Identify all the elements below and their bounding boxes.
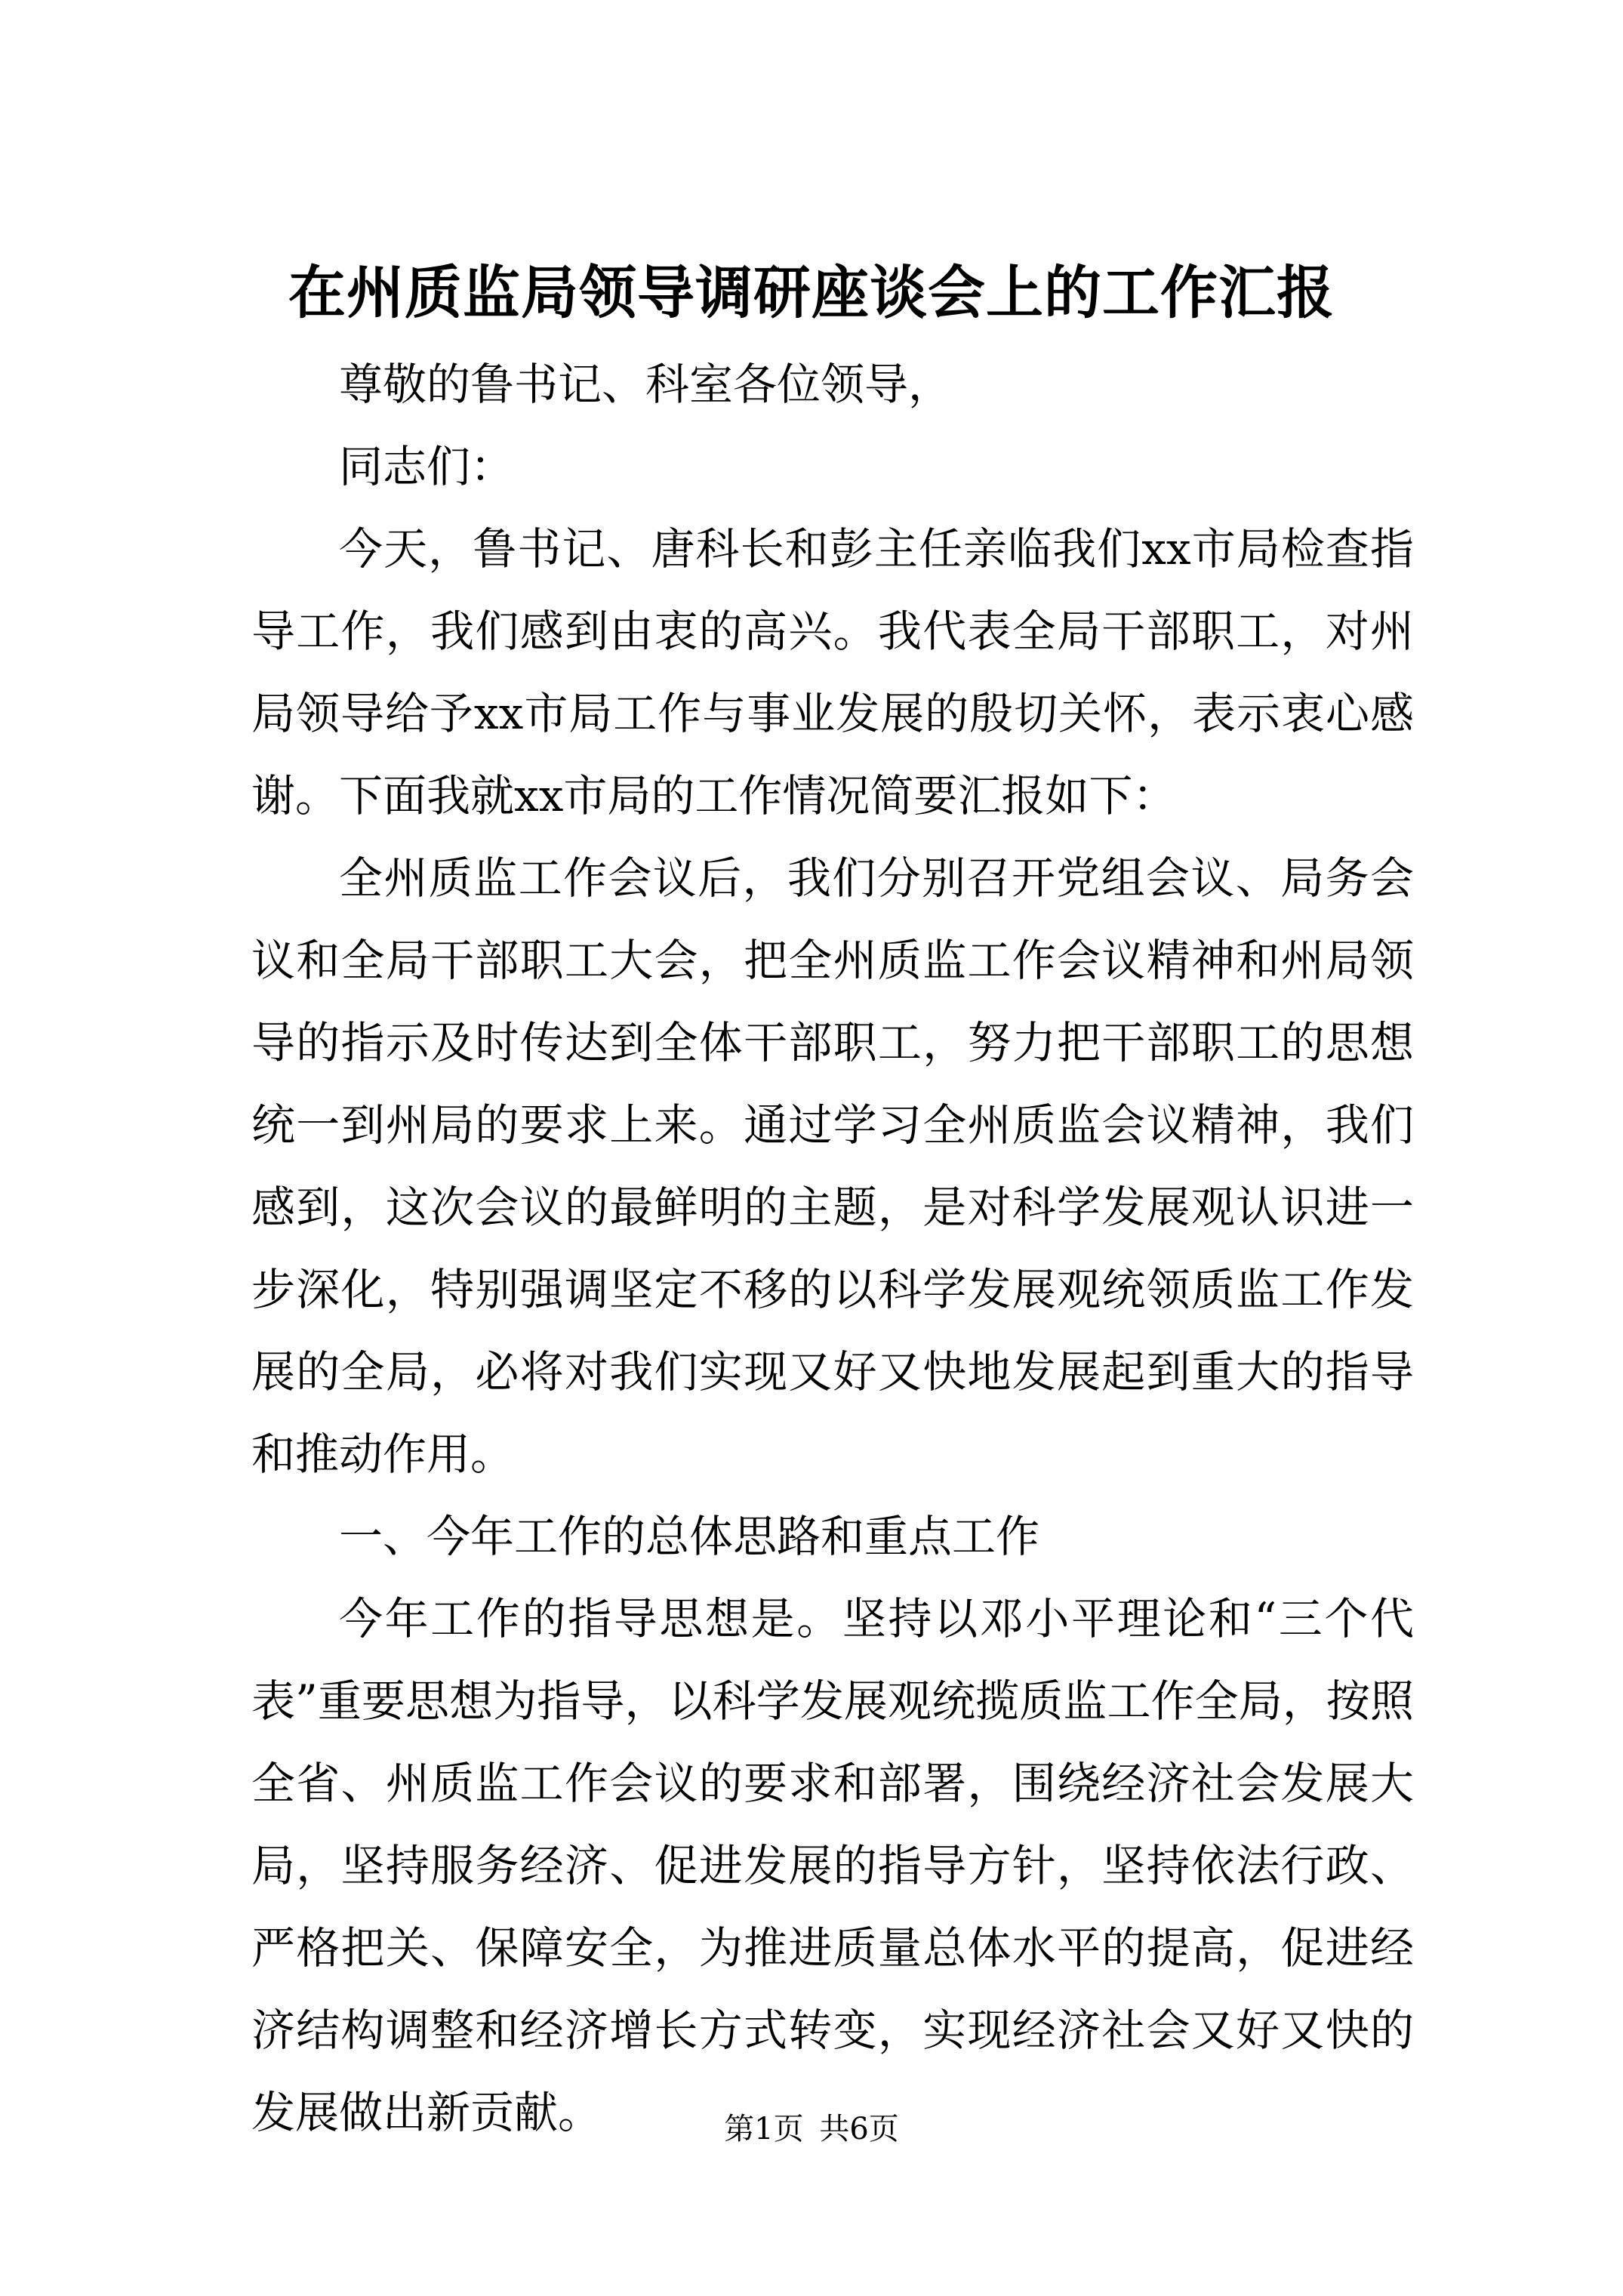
page-footer [0, 2106, 1623, 2152]
document-body [251, 344, 1414, 2154]
page-number: 第1页 [724, 2112, 804, 2147]
salutation-paragraph: 尊敬的鲁书记、科室各位领导， [339, 359, 953, 410]
greeting-paragraph: 同志们： [339, 441, 515, 492]
document-title: 在州质监局领导调研座谈会上的工作汇报 [288, 259, 1335, 326]
guiding-thought-paragraph: 今年工作的指导思想是。坚持以邓小平理论和“三个代表”重要思想为指导，以科学发展观统揽质监工作全局，按照全省、州质监工作会议的要求和部署，围绕经济社会发展大局，坚持服务经济、促进发展的指导方针，坚持依法行政、严格把关、保障安全，为推进质量总体水平的提高，促进经济结构调整和经济增长方式转变，实现经济社会又好又快的发展做出新贡献。 [251, 1593, 1414, 2138]
intro-paragraph: 今天，鲁书记、唐科长和彭主任亲临我们xx市局检查指导工作，我们感到由衷的高兴。我代表全局干部职工，对州局领导给予xx市局工作与事业发展的殷切关怀，表示衷心感谢。下面我就xx市局的工作情况简要汇报如下： [251, 523, 1414, 821]
meeting-paragraph: 全州质监工作会议后，我们分别召开党组会议、局务会议和全局干部职工大会，把全州质监工作会议精神和州局领导的指示及时传达到全体干部职工，努力把干部职工的思想统一到州局的要求上来。通过学习全州质监会议精神，我们感到，这次会议的最鲜明的主题，是对科学发展观认识进一步深化，特别强调坚定不移的以科学发展观统领质监工作发展的全局，必将对我们实现又好又快地发展起到重大的指导和推动作用。 [251, 852, 1414, 1480]
section-heading: 一、今年工作的总体思路和重点工作 [339, 1511, 1040, 1562]
page-total: 共6页 [819, 2112, 899, 2147]
